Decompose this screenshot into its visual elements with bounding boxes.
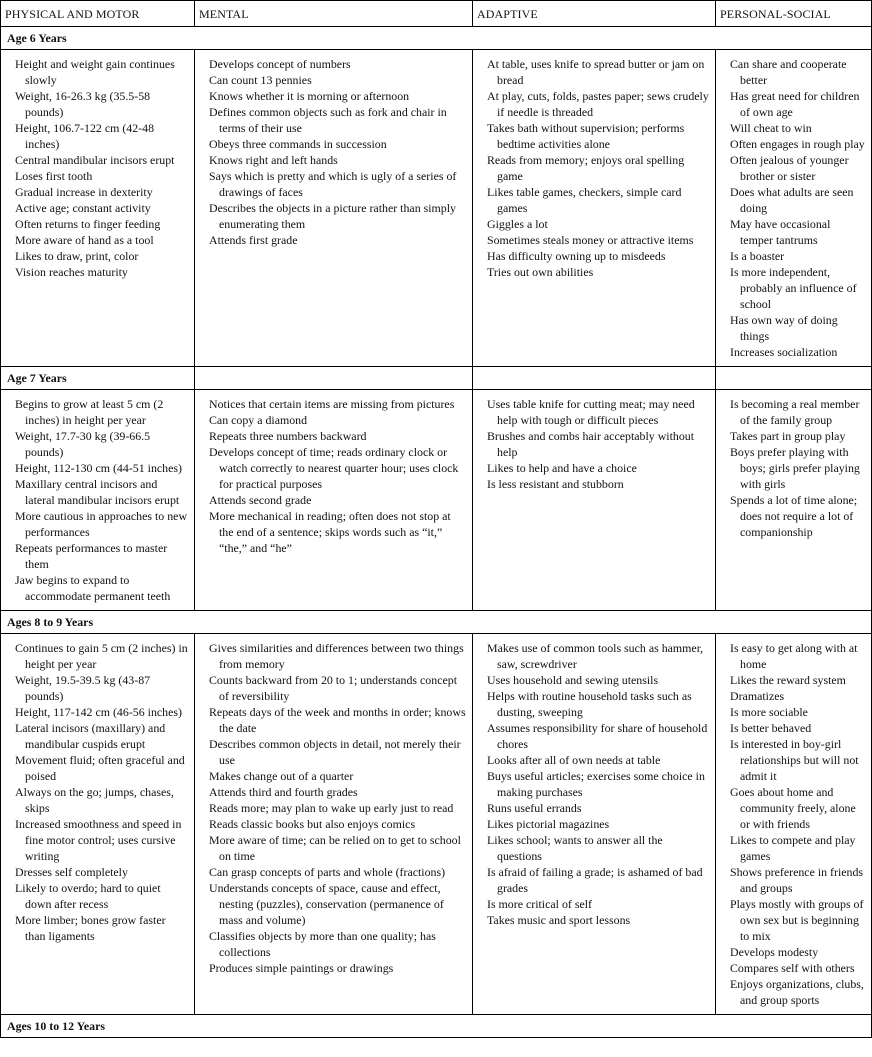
adaptive-cell: [473, 390, 716, 611]
list-item: Looks after all of own needs at table: [487, 753, 661, 767]
list-item: Loses first tooth: [15, 169, 93, 183]
list-item: Brushes and combs hair acceptably without help: [487, 429, 695, 459]
list-item: Attends second grade: [209, 493, 312, 507]
list-item: Can grasp concepts of parts and whole (fractions): [209, 865, 446, 879]
personal-social-cell: [716, 390, 872, 611]
list-item: Has own way of doing things: [730, 313, 838, 343]
list-item: More mechanical in reading; often does not stop at the end of a sentence; skips words such as “it,” “the,” and “he”: [209, 509, 451, 555]
list-item: Often jealous of younger brother or sister: [730, 153, 849, 183]
list-item: Giggles a lot: [487, 217, 548, 231]
list-item: Repeats performances to master them: [15, 541, 168, 571]
personal-social-list: [716, 640, 865, 1008]
list-item: Shows preference in friends and groups: [730, 865, 864, 895]
adaptive-list: [473, 396, 709, 492]
list-item: Height, 112-130 cm (44-51 inches): [15, 461, 182, 475]
list-item: Uses table knife for cutting meat; may need help with tough or difficult pieces: [487, 397, 695, 427]
list-item: Describes common objects in detail, not merely their use: [209, 737, 461, 767]
list-item: Knows right and left hands: [209, 153, 338, 167]
list-item: Is interested in boy-girl relationships but will not admit it: [730, 737, 859, 783]
mental-list: [195, 640, 466, 976]
age-row: [1, 611, 872, 634]
age-label: Ages 10 to 12 Years: [1, 1015, 872, 1038]
list-item: Takes part in group play: [730, 429, 846, 443]
list-item: Often returns to finger feeding: [15, 217, 161, 231]
adaptive-list: [473, 640, 709, 928]
list-item: Helps with routine household tasks such as dusting, sweeping: [487, 689, 692, 719]
list-item: May have occasional temper tantrums: [730, 217, 831, 247]
list-item: Spends a lot of time alone; does not require a lot of companionship: [730, 493, 858, 539]
list-item: Sometimes steals money or attractive items: [487, 233, 694, 247]
list-item: Is more sociable: [730, 705, 808, 719]
header-physical-motor: PHYSICAL AND MOTOR: [1, 1, 195, 27]
list-item: Compares self with others: [730, 961, 855, 975]
list-item: Boys prefer playing with boys; girls prefer playing with girls: [730, 445, 860, 491]
list-item: Repeats days of the week and months in order; knows the date: [209, 705, 466, 735]
list-item: Dramatizes: [730, 689, 785, 703]
list-item: Central mandibular incisors erupt: [15, 153, 175, 167]
list-item: Describes the objects in a picture rather than simply enumerating them: [209, 201, 456, 231]
personal-social-cell: [716, 634, 872, 1015]
age-row: [1, 1015, 872, 1038]
list-item: Attends first grade: [209, 233, 298, 247]
physical-motor-cell: [1, 634, 195, 1015]
list-item: Increases socialization: [730, 345, 838, 359]
physical-motor-cell: [1, 390, 195, 611]
mental-cell: [195, 390, 473, 611]
list-item: Takes music and sport lessons: [487, 913, 631, 927]
list-item: Reads more; may plan to wake up early just to read: [209, 801, 454, 815]
list-item: Buys useful articles; exercises some choice in making purchases: [487, 769, 705, 799]
list-item: Gives similarities and differences between two things from memory: [209, 641, 464, 671]
header-mental: MENTAL: [195, 1, 473, 27]
mental-list: [195, 396, 466, 556]
age-label: Ages 8 to 9 Years: [1, 611, 872, 634]
list-item: Maxillary central incisors and lateral mandibular incisors erupt: [15, 477, 180, 507]
list-item: Height, 117-142 cm (46-56 inches): [15, 705, 182, 719]
list-item: At play, cuts, folds, pastes paper; sews crudely if needle is threaded: [487, 89, 709, 119]
content-row: [1, 50, 872, 367]
list-item: Active age; constant activity: [15, 201, 151, 215]
list-item: Increased smoothness and speed in fine motor control; uses cursive writing: [15, 817, 182, 863]
adaptive-cell: [473, 634, 716, 1015]
list-item: Uses household and sewing utensils: [487, 673, 659, 687]
list-item: Classifies objects by more than one quality; has collections: [209, 929, 436, 959]
list-item: Makes use of common tools such as hammer, saw, screwdriver: [487, 641, 704, 671]
mental-cell: [195, 50, 473, 367]
list-item: Likely to overdo; hard to quiet down after recess: [15, 881, 161, 911]
physical-motor-list: [1, 56, 188, 280]
list-item: Is more independent, probably an influence of school: [730, 265, 857, 311]
list-item: Defines common objects such as fork and chair in terms of their use: [209, 105, 447, 135]
list-item: Is better behaved: [730, 721, 812, 735]
list-item: Obeys three commands in succession: [209, 137, 387, 151]
list-item: Vision reaches maturity: [15, 265, 128, 279]
list-item: Develops concept of numbers: [209, 57, 351, 71]
list-item: Likes to compete and play games: [730, 833, 856, 863]
age-row: [1, 27, 872, 50]
list-item: Likes table games, checkers, simple card games: [487, 185, 682, 215]
list-item: Says which is pretty and which is ugly of a series of drawings of faces: [209, 169, 457, 199]
list-item: Assumes responsibility for share of household chores: [487, 721, 708, 751]
list-item: More cautious in approaches to new performances: [15, 509, 188, 539]
age-row: [1, 367, 872, 390]
list-item: Takes bath without supervision; performs bedtime activities alone: [487, 121, 685, 151]
physical-motor-list: [1, 640, 188, 944]
list-item: Dresses self completely: [15, 865, 128, 879]
list-item: Counts backward from 20 to 1; understands concept of reversibility: [209, 673, 457, 703]
list-item: More aware of hand as a tool: [15, 233, 154, 247]
list-item: Is afraid of failing a grade; is ashamed of bad grades: [487, 865, 703, 895]
list-item: Begins to grow at least 5 cm (2 inches) in height per year: [15, 397, 164, 427]
list-item: Is becoming a real member of the family group: [730, 397, 860, 427]
list-item: More aware of time; can be relied on to get to school on time: [209, 833, 461, 863]
list-item: Develops concept of time; reads ordinary clock or watch correctly to nearest quarter hour; uses clock for practical purposes: [209, 445, 459, 491]
list-item: Reads from memory; enjoys oral spelling game: [487, 153, 685, 183]
list-item: Likes the reward system: [730, 673, 846, 687]
list-item: Tries out own abilities: [487, 265, 594, 279]
list-item: Can share and cooperate better: [730, 57, 847, 87]
physical-motor-cell: [1, 50, 195, 367]
header-row: [1, 1, 872, 27]
list-item: At table, uses knife to spread butter or jam on bread: [487, 57, 705, 87]
list-item: Weight, 17.7-30 kg (39-66.5 pounds): [15, 429, 151, 459]
list-item: Can copy a diamond: [209, 413, 308, 427]
list-item: Plays mostly with groups of own sex but is beginning to mix: [730, 897, 864, 943]
list-item: Weight, 19.5-39.5 kg (43-87 pounds): [15, 673, 151, 703]
empty-cell: [195, 367, 473, 390]
list-item: Reads classic books but also enjoys comics: [209, 817, 416, 831]
list-item: More limber; bones grow faster than ligaments: [15, 913, 166, 943]
list-item: Has difficulty owning up to misdeeds: [487, 249, 666, 263]
adaptive-cell: [473, 50, 716, 367]
list-item: Notices that certain items are missing from pictures: [209, 397, 455, 411]
list-item: Likes pictorial magazines: [487, 817, 610, 831]
list-item: Produces simple paintings or drawings: [209, 961, 394, 975]
list-item: Height and weight gain continues slowly: [15, 57, 175, 87]
list-item: Weight, 16-26.3 kg (35.5-58 pounds): [15, 89, 151, 119]
list-item: Runs useful errands: [487, 801, 582, 815]
personal-social-cell: [716, 50, 872, 367]
age-label: Age 6 Years: [1, 27, 872, 50]
list-item: Continues to gain 5 cm (2 inches) in height per year: [15, 641, 188, 671]
list-item: Likes school; wants to answer all the questions: [487, 833, 663, 863]
content-row: [1, 390, 872, 611]
list-item: Likes to draw, print, color: [15, 249, 139, 263]
list-item: Enjoys organizations, clubs, and group sports: [730, 977, 864, 1007]
list-item: Likes to help and have a choice: [487, 461, 637, 475]
age-label: Age 7 Years: [1, 367, 195, 390]
list-item: Height, 106.7-122 cm (42-48 inches): [15, 121, 155, 151]
empty-cell: [716, 367, 872, 390]
list-item: Goes about home and community freely, alone or with friends: [730, 785, 856, 831]
list-item: Often engages in rough play: [730, 137, 865, 151]
mental-cell: [195, 634, 473, 1015]
list-item: Makes change out of a quarter: [209, 769, 354, 783]
personal-social-list: [716, 56, 865, 360]
mental-list: [195, 56, 466, 248]
list-item: Understands concepts of space, cause and effect, nesting (puzzles), conservation (permanence of mass and volume): [209, 881, 444, 927]
empty-cell: [473, 367, 716, 390]
list-item: Knows whether it is morning or afternoon: [209, 89, 410, 103]
header-personal-social: PERSONAL-SOCIAL: [716, 1, 872, 27]
list-item: Can count 13 pennies: [209, 73, 312, 87]
personal-social-list: [716, 396, 865, 540]
list-item: Gradual increase in dexterity: [15, 185, 153, 199]
list-item: Is easy to get along with at home: [730, 641, 858, 671]
list-item: Does what adults are seen doing: [730, 185, 854, 215]
content-row: [1, 634, 872, 1015]
list-item: Lateral incisors (maxillary) and mandibular cuspids erupt: [15, 721, 166, 751]
physical-motor-list: [1, 396, 188, 604]
list-item: Movement fluid; often graceful and poised: [15, 753, 185, 783]
list-item: Attends third and fourth grades: [209, 785, 358, 799]
list-item: Has great need for children of own age: [730, 89, 860, 119]
list-item: Is less resistant and stubborn: [487, 477, 624, 491]
list-item: Always on the go; jumps, chases, skips: [15, 785, 174, 815]
list-item: Will cheat to win: [730, 121, 812, 135]
table-body: [1, 1, 872, 1038]
list-item: Is more critical of self: [487, 897, 592, 911]
adaptive-list: [473, 56, 709, 280]
list-item: Is a boaster: [730, 249, 785, 263]
list-item: Jaw begins to expand to accommodate permanent teeth: [15, 573, 171, 603]
header-adaptive: ADAPTIVE: [473, 1, 716, 27]
list-item: Develops modesty: [730, 945, 819, 959]
list-item: Repeats three numbers backward: [209, 429, 367, 443]
